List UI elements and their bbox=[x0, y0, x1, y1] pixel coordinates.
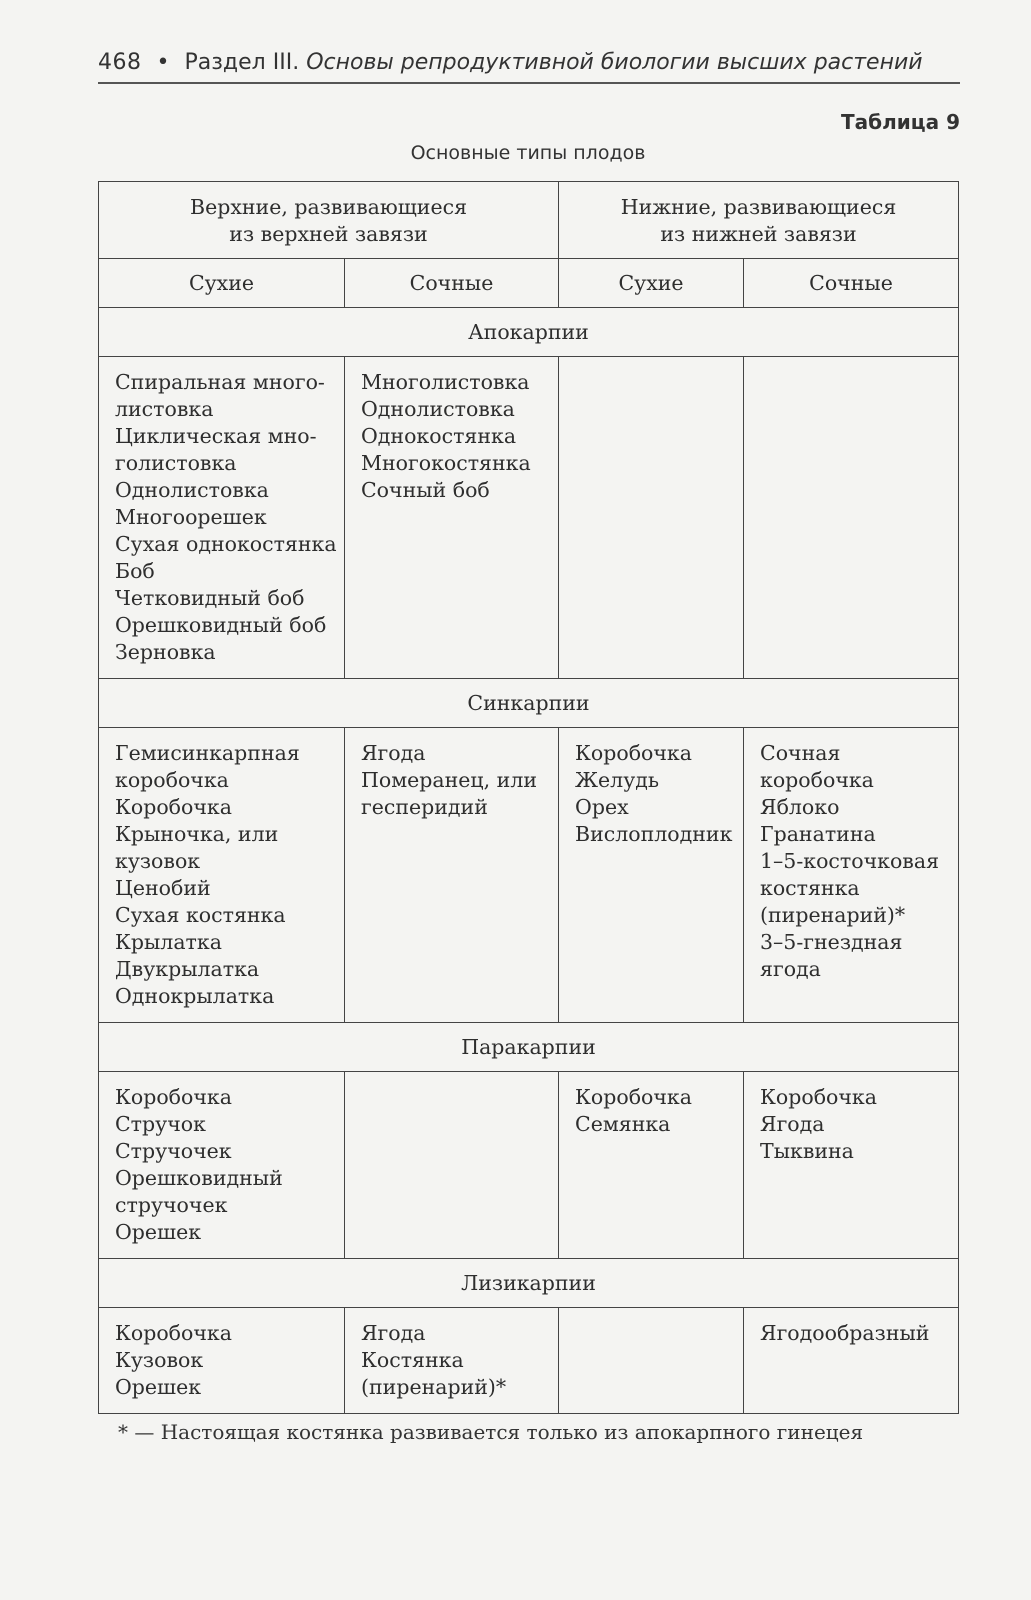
table-row bbox=[99, 357, 959, 679]
fruit-type-item: Циклическая мно- bbox=[115, 424, 317, 448]
fruit-type-item: Однолистовка bbox=[361, 397, 515, 421]
cell-apocarpy-upper-dry bbox=[99, 357, 345, 679]
fruit-type-item: коробочка bbox=[115, 768, 229, 792]
fruit-type-item: Гемисинкарпная bbox=[115, 741, 300, 765]
fruit-type-item: стручочек bbox=[115, 1193, 228, 1217]
section-title-apocarpy: Апокарпии bbox=[99, 308, 959, 357]
cell-apocarpy-upper-juicy bbox=[345, 357, 559, 679]
subheader-row bbox=[99, 259, 959, 308]
cell-syncarpy-lower-juicy bbox=[744, 728, 959, 1023]
fruit-type-item: Яблоко bbox=[760, 795, 840, 819]
table-label: Таблица 9 bbox=[841, 110, 960, 134]
fruit-type-item: Коробочка bbox=[115, 795, 232, 819]
fruit-type-item: Двукрылатка bbox=[115, 957, 260, 981]
cell-lysicarpy-lower-juicy bbox=[744, 1308, 959, 1414]
fruit-type-item: Коробочка bbox=[115, 1321, 232, 1345]
section-title-syncarpy: Синкарпии bbox=[99, 679, 959, 728]
running-header bbox=[98, 48, 960, 84]
upper-juicy-header: Сочные bbox=[345, 259, 559, 308]
fruit-type-item: Орешковидный боб bbox=[115, 613, 327, 637]
fruit-type-item: Желудь bbox=[575, 768, 660, 792]
cell-paracarpy-upper-dry bbox=[99, 1072, 345, 1259]
fruit-type-item: Четковидный боб bbox=[115, 586, 305, 610]
fruit-type-item: Коробочка bbox=[575, 1085, 692, 1109]
fruit-type-item: (пиренарий)* bbox=[760, 903, 906, 927]
fruit-type-item: Спиральная много- bbox=[115, 370, 325, 394]
fruit-type-item: Сухая костянка bbox=[115, 903, 286, 927]
fruit-type-item: Коробочка bbox=[115, 1085, 232, 1109]
page-number: 468 bbox=[98, 50, 142, 75]
section-row bbox=[99, 1259, 959, 1308]
fruit-type-item: Однолистовка bbox=[115, 478, 269, 502]
fruit-type-item: Тыквина bbox=[760, 1139, 854, 1163]
fruit-type-item: Орешек bbox=[115, 1375, 202, 1399]
group-header-row bbox=[99, 182, 959, 259]
cell-lysicarpy-upper-juicy bbox=[345, 1308, 559, 1414]
fruit-type-item: листовка bbox=[115, 397, 214, 421]
fruit-type-item: Ягода bbox=[361, 1321, 426, 1345]
fruit-type-item: Многокостянка bbox=[361, 451, 531, 475]
fruit-types-table bbox=[98, 181, 959, 1414]
fruit-type-item: Сухая однокостянка bbox=[115, 532, 337, 556]
fruit-type-item: Ягодообразный bbox=[760, 1321, 930, 1345]
fruit-type-item: Померанец, или bbox=[361, 768, 538, 792]
cell-lysicarpy-lower-dry bbox=[559, 1308, 744, 1414]
cell-syncarpy-upper-dry bbox=[99, 728, 345, 1023]
cell-lysicarpy-upper-dry bbox=[99, 1308, 345, 1414]
lower-ovary-header: Нижние, развивающиеся из нижней завязи bbox=[559, 182, 959, 259]
fruit-type-item: Крыночка, или bbox=[115, 822, 279, 846]
lower-dry-header: Сухие bbox=[559, 259, 744, 308]
fruit-type-item: 3–5-гнездная bbox=[760, 930, 903, 954]
section-label: Раздел III. bbox=[184, 50, 300, 75]
fruit-type-item: костянка bbox=[760, 876, 860, 900]
fruit-type-item: Коробочка bbox=[760, 1085, 877, 1109]
cell-syncarpy-upper-juicy bbox=[345, 728, 559, 1023]
table-row bbox=[99, 1072, 959, 1259]
cell-apocarpy-lower-juicy bbox=[744, 357, 959, 679]
section-row bbox=[99, 308, 959, 357]
fruit-type-item: Однокрылатка bbox=[115, 984, 275, 1008]
fruit-type-item: Орех bbox=[575, 795, 629, 819]
fruit-type-item: коробочка bbox=[760, 768, 874, 792]
fruit-type-item: Ягода bbox=[361, 741, 426, 765]
fruit-type-item: Кузовок bbox=[115, 1348, 204, 1372]
chapter-title: Основы репродуктивной биологии высших растений bbox=[306, 50, 923, 75]
fruit-type-item: Боб bbox=[115, 559, 155, 583]
fruit-type-item: Коробочка bbox=[575, 741, 692, 765]
cell-paracarpy-lower-juicy bbox=[744, 1072, 959, 1259]
fruit-type-item: Ягода bbox=[760, 1112, 825, 1136]
upper-ovary-header: Верхние, развивающиеся из верхней завязи bbox=[99, 182, 559, 259]
cell-paracarpy-lower-dry bbox=[559, 1072, 744, 1259]
fruit-type-item: (пиренарий)* bbox=[361, 1375, 507, 1399]
table-caption: Основные типы плодов bbox=[410, 142, 646, 164]
fruit-type-item: Стручок bbox=[115, 1112, 206, 1136]
fruit-type-item: кузовок bbox=[115, 849, 201, 873]
upper-dry-header: Сухие bbox=[99, 259, 345, 308]
fruit-type-item: Ценобий bbox=[115, 876, 211, 900]
fruit-type-item: Костянка bbox=[361, 1348, 464, 1372]
cell-apocarpy-lower-dry bbox=[559, 357, 744, 679]
fruit-type-item: ягода bbox=[760, 957, 821, 981]
fruit-type-item: Вислоплодник bbox=[575, 822, 733, 846]
fruit-type-item: Гранатина bbox=[760, 822, 876, 846]
fruit-type-item: Многолистовка bbox=[361, 370, 530, 394]
fruit-type-item: Орешковидный bbox=[115, 1166, 283, 1190]
fruit-type-item: Семянка bbox=[575, 1112, 671, 1136]
cell-syncarpy-lower-dry bbox=[559, 728, 744, 1023]
section-row bbox=[99, 679, 959, 728]
fruit-type-item: голистовка bbox=[115, 451, 237, 475]
fruit-type-item: Сочная bbox=[760, 741, 841, 765]
fruit-type-item: Однокостянка bbox=[361, 424, 517, 448]
fruit-type-item: Зерновка bbox=[115, 640, 216, 664]
section-title-lysicarpy: Лизикарпии bbox=[99, 1259, 959, 1308]
bullet: • bbox=[156, 50, 170, 75]
fruit-type-item: 1–5-косточковая bbox=[760, 849, 940, 873]
table-row bbox=[99, 728, 959, 1023]
lower-juicy-header: Сочные bbox=[744, 259, 959, 308]
table-row bbox=[99, 1308, 959, 1414]
section-title-paracarpy: Паракарпии bbox=[99, 1023, 959, 1072]
fruit-type-item: Многоорешек bbox=[115, 505, 267, 529]
fruit-type-item: Орешек bbox=[115, 1220, 202, 1244]
fruit-type-item: Сочный боб bbox=[361, 478, 490, 502]
fruit-type-item: Крылатка bbox=[115, 930, 222, 954]
footnote: * — Настоящая костянка развивается только из апокарпного гинецея bbox=[118, 1420, 864, 1444]
cell-paracarpy-upper-juicy bbox=[345, 1072, 559, 1259]
fruit-type-item: Стручочек bbox=[115, 1139, 232, 1163]
section-row bbox=[99, 1023, 959, 1072]
fruit-type-item: гесперидий bbox=[361, 795, 488, 819]
